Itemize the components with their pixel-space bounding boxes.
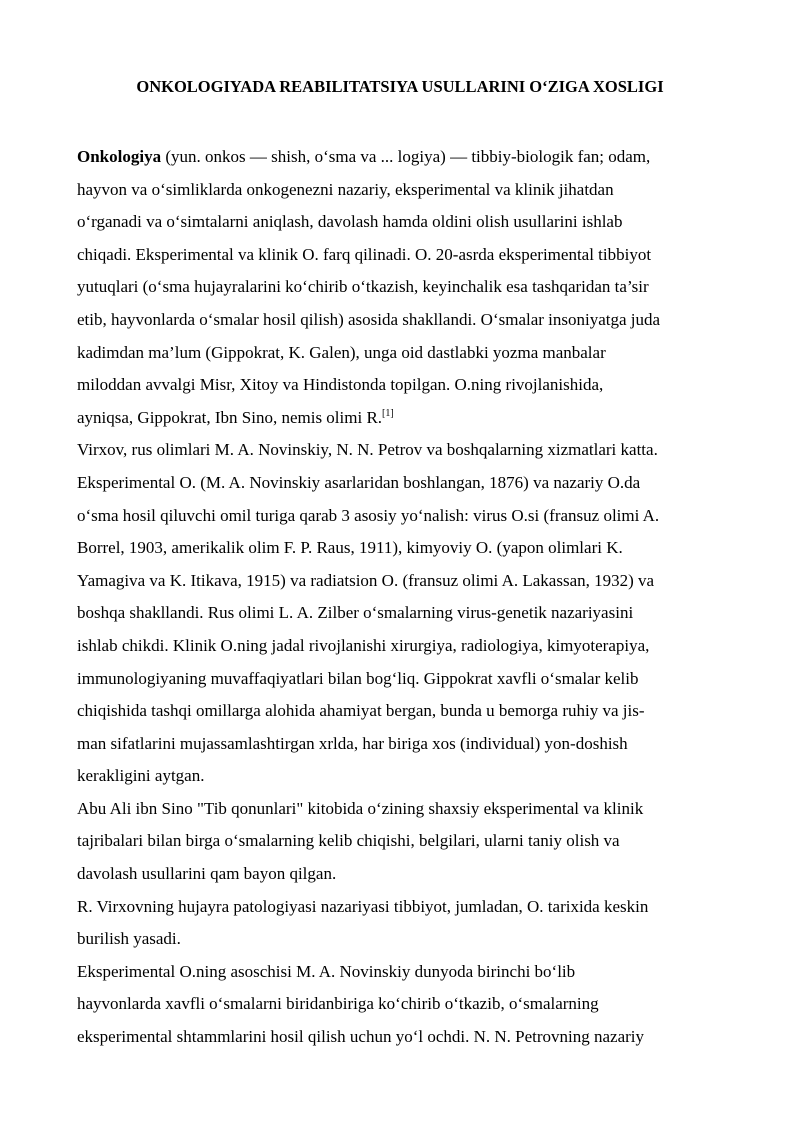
text-line: etib, hayvonlarda o‘smalar hosil qilish) asosida shakllandi. O‘smalar insoniyatga juda: [77, 309, 661, 329]
text-line-content: (yun. onkos — shish, o‘sma va ... logiya) — tibbiy-biologik fan; odam,: [161, 147, 651, 166]
document-title: ONKOLOGIYADA REABILITATSIYA USULLARINI O‘ZIGA XOSLIGI: [136, 77, 664, 96]
lead-term: Onkologiya: [77, 147, 162, 166]
text-line: immunologiyaning muvaffaqiyatlari bilan bog‘liq. Gippokrat xavfli o‘smalar kelib: [77, 668, 639, 688]
text-line: boshqa shakllandi. Rus olimi L. A. Zilber o‘smalarning virus-genetik nazariyasini: [77, 603, 634, 623]
text-line: miloddan avvalgi Misr, Xitoy va Hindistonda topilgan. O.ning rivojlanishida,: [77, 375, 604, 395]
text-line-content: ayniqsa, Gippokrat, Ibn Sino, nemis olimi R.: [77, 407, 383, 427]
text-line: burilish yasadi.: [77, 929, 181, 949]
text-line: R. Virxovning hujayra patologiyasi nazariyasi tibbiyot, jumladan, O. tarixida keskin: [77, 896, 649, 916]
text-line: [77, 402, 737, 435]
text-line: hayvonlarda xavfli o‘smalarni biridanbiriga ko‘chirib o‘tkazib, o‘smalarning: [77, 994, 599, 1014]
text-line: chiqadi. Eksperimental va klinik O. farq qilinadi. O. 20-asrda eksperimental tibbiyot: [77, 244, 652, 264]
text-line: eksperimental shtammlarini hosil qilish uchun yo‘l ochdi. N. N. Petrovning nazariy: [77, 1027, 645, 1047]
text-line: Yamagiva va K. Itikava, 1915) va radiatsion O. (fransuz olimi A. Lakassan, 1932) va: [77, 570, 655, 590]
text-line: chiqishida tashqi omillarga alohida ahamiyat bergan, bunda u bemorga ruhiy va jis-: [77, 701, 645, 721]
text-line: Abu Ali ibn Sino "Tib qonunlari" kitobida o‘zining shaxsiy eksperimental va klinik: [77, 798, 644, 818]
footnote-reference[interactable]: [1]: [382, 407, 394, 419]
text-line: Virxov, rus olimlari M. A. Novinskiy, N. N. Petrov va boshqalarning xizmatlari katta.: [77, 440, 658, 460]
text-line: yutuqlari (o‘sma hujayralarini ko‘chirib o‘tkazish, keyinchalik esa tashqaridan ta’sir: [77, 277, 649, 297]
text-line: man sifatlarini mujassamlashtirgan xrlda, har biriga xos (individual) yon-doshish: [77, 733, 628, 753]
text-line: tajribalari bilan birga o‘smalarning kelib chiqishi, belgilari, ularni taniy olish va: [77, 831, 620, 851]
text-line: [77, 141, 737, 174]
text-line: o‘rganadi va o‘simtalarni aniqlash, davolash hamda oldini olish usullarini ishlab: [77, 212, 623, 232]
document-body: [77, 141, 737, 1054]
text-line: Eksperimental O. (M. A. Novinskiy asarlaridan boshlangan, 1876) va nazariy O.da: [77, 472, 641, 492]
text-line: kerakligini aytgan.: [77, 766, 205, 786]
text-line: Borrel, 1903, amerikalik olim F. P. Raus, 1911), kimyoviy O. (yapon olimlari K.: [77, 538, 623, 558]
text-line: Eksperimental O.ning asoschisi M. A. Novinskiy dunyoda birinchi bo‘lib: [77, 961, 576, 981]
text-line: davolash usullarini qam bayon qilgan.: [77, 864, 337, 884]
text-line: ishlab chikdi. Klinik O.ning jadal rivojlanishi xirurgiya, radiologiya, kimyoterapiya,: [77, 635, 650, 655]
text-line: hayvon va o‘simliklarda onkogenezni nazariy, eksperimental va klinik jihatdan: [77, 179, 614, 199]
text-line: kadimdan ma’lum (Gippokrat, K. Galen), unga oid dastlabki yozma manbalar: [77, 342, 606, 362]
text-line: o‘sma hosil qiluvchi omil turiga qarab 3 asosiy yo‘nalish: virus O.si (fransuz olimi A.: [77, 505, 660, 525]
